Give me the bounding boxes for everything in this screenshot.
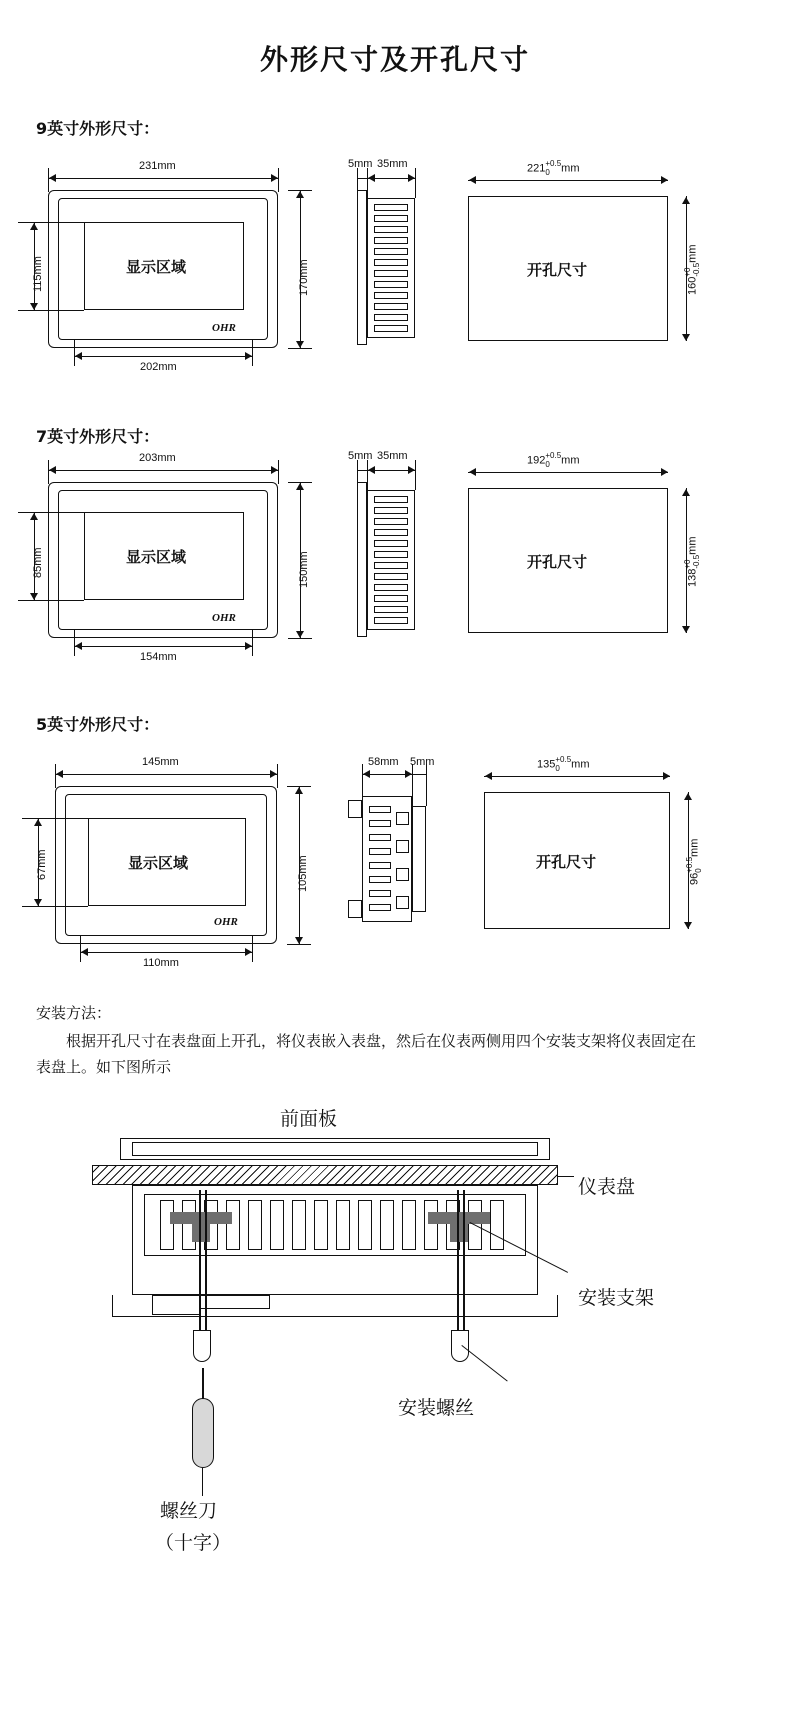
dim-front-height-7inch: 150mm [298,551,310,588]
dim-display-width-5inch: 110mm [143,957,179,969]
terminal-slot [374,606,408,613]
arrow-down [295,937,303,944]
terminal-slot [374,303,408,310]
arrow-right [408,466,415,474]
brand-logo-5inch: OHR [214,916,238,928]
install-heading: 安装方法： [36,1004,112,1022]
unit: mm [561,454,580,467]
arrow-left [469,468,476,476]
terminal-slot [374,518,408,525]
display-area-label-7inch: 显示区域 [126,548,187,566]
screw-tip-left [193,1330,211,1362]
section-label-7inch: 7英寸外形尺寸： [36,427,160,446]
arrow-right [271,174,278,182]
arrow-up [295,787,303,794]
arrow-down [34,899,42,906]
arrow-down [30,303,38,310]
dim-front-height-9inch: 170mm [298,259,310,296]
tol-dn: 0 [693,868,703,873]
ext-line [357,168,358,190]
ext-line [18,310,84,311]
section-label-9inch: 9英寸外形尺寸： [36,119,160,138]
ext-line [252,340,253,366]
arrow-up [30,513,38,520]
dim-side-thickness-5inch: 5mm [410,756,435,768]
label-screwdriver-2: （十字） [155,1532,232,1554]
side-faceplate-7inch [357,482,367,637]
arrow-left [469,176,476,184]
tol-dn: 0 [545,459,550,469]
ext-line [362,764,363,796]
terminal-slot [369,904,391,911]
cutout-label-7inch: 开孔尺寸 [527,553,588,571]
tol-up: +0 [683,559,692,569]
terminal-slot [374,551,408,558]
brand-logo-7inch: OHR [212,612,236,624]
dim-cutout-height-7inch: 138 [686,568,699,587]
cutout-label-9inch: 开孔尺寸 [527,261,588,279]
terminal-slot [374,215,408,222]
dim-display-width-9inch: 202mm [140,361,177,373]
terminal-slot [374,507,408,514]
dim-front-width-7inch: 203mm [139,452,176,464]
terminal-slot [374,292,408,299]
ext-line [252,936,253,962]
ext-line [278,168,279,192]
terminal-slot [374,617,408,624]
terminal-slot [374,529,408,536]
dim-line [468,472,668,473]
side-screw-hole [396,868,409,881]
brand-logo-9inch: OHR [212,322,236,334]
ext-line [367,460,368,490]
arrow-up [296,191,304,198]
dim-line [357,178,367,179]
side-faceplate-9inch [357,190,367,345]
ext-line [18,600,84,601]
ext-line [412,764,413,806]
bracket-right-bar [428,1212,490,1224]
dim-display-width-7inch: 154mm [140,651,177,663]
arrow-right [245,948,252,956]
dim-display-height-9inch: 115mm [32,256,44,292]
dim-cutout-width-5inch: 135 [537,758,556,771]
screwdriver-handle [192,1398,214,1468]
arrow-up [684,793,692,800]
screw-shaft-right2 [463,1190,465,1330]
terminal-slot [374,573,408,580]
terminal-slot [374,259,408,266]
front-panel-inner [132,1142,538,1156]
side-screw-hole [396,812,409,825]
arrow-up [682,197,690,204]
arrow-right [405,770,412,778]
ext-line [288,638,312,639]
screw-shaft-right [457,1190,459,1330]
arrow-up [296,483,304,490]
tol-dn: 0 [555,763,560,773]
dim-line [412,774,426,775]
dim-line [74,646,252,647]
dim-line [357,470,367,471]
ext-line [22,906,88,907]
arrow-right [408,174,415,182]
ext-line [426,764,427,806]
arrow-left [56,770,63,778]
fin [424,1200,438,1250]
label-screw: 安装螺丝 [398,1397,475,1419]
arrow-up [34,819,42,826]
arrow-right [271,466,278,474]
dim-cutout-width-7inch: 192 [527,454,546,467]
arrow-left [75,642,82,650]
side-tab-bottom-5inch [348,900,362,918]
side-screw-hole [396,840,409,853]
arrow-down [296,341,304,348]
tol-up: +0.5 [545,451,562,460]
install-paragraph: 根据开孔尺寸在表盘面上开孔，将仪表嵌入表盘，然后在仪表两侧用四个安装支架将仪表固定在表盘上。如下图所示 [36,1032,697,1076]
dim-side-thickness-7inch: 5mm [348,450,373,462]
fin [314,1200,328,1250]
ext-line [287,944,311,945]
leader-line-screw [461,1345,507,1381]
unit: mm [686,536,699,555]
tol-dn: -0.5 [691,554,701,569]
page-title: 外形尺寸及开孔尺寸 [259,43,530,76]
fin [270,1200,284,1250]
display-area-label-9inch: 显示区域 [126,258,187,276]
ext-line [367,168,368,198]
tol-up: +0.5 [685,856,694,873]
dim-side-depth-5inch: 58mm [368,756,399,768]
leader-line-panel [558,1176,574,1177]
arrow-up [682,489,690,496]
unit: mm [561,162,580,175]
cutout-label-5inch: 开孔尺寸 [536,853,597,871]
bracket-right-stem [450,1224,468,1242]
arrow-right [270,770,277,778]
leader-line-screwdriver [202,1468,203,1496]
terminal-slot [374,540,408,547]
terminal-slot [369,862,391,869]
arrow-up [30,223,38,230]
meter-panel-hatched [92,1165,558,1185]
arrow-left [75,352,82,360]
fin [248,1200,262,1250]
arrow-right [663,772,670,780]
arrow-down [296,631,304,638]
fin [490,1200,504,1250]
side-screw-hole [396,896,409,909]
fin [160,1200,174,1250]
bottom-notch [152,1295,200,1315]
fin [402,1200,416,1250]
screw-tip-right [451,1330,469,1362]
tol-dn: 0 [545,167,550,177]
dim-display-height-5inch: 67mm [36,849,48,880]
label-screwdriver-1: 螺丝刀 [160,1500,218,1522]
terminal-slot [374,237,408,244]
unit: mm [688,838,701,857]
arrow-right [245,352,252,360]
display-area-label-5inch: 显示区域 [128,854,189,872]
terminal-slot [374,270,408,277]
dim-front-width-9inch: 231mm [139,160,176,172]
dim-line [468,180,668,181]
ext-line [252,630,253,656]
terminal-slot [369,820,391,827]
arrow-right [661,468,668,476]
tol-dn: -0.5 [691,262,701,277]
label-bracket: 安装支架 [578,1287,655,1309]
screw-shaft-left [199,1190,201,1330]
dim-cutout-height-9inch: 160 [686,276,699,295]
arrow-left [81,948,88,956]
arrow-right [661,176,668,184]
dim-cutout-width-9inch: 221 [527,162,546,175]
ext-line [18,222,84,223]
label-meter-panel: 仪表盘 [578,1176,636,1198]
dim-side-depth-7inch: 35mm [377,450,408,462]
arrow-right [245,642,252,650]
fin [358,1200,372,1250]
tol-up: +0 [683,267,692,277]
terminal-slot [369,890,391,897]
ext-line [288,348,312,349]
bracket-left-bar [170,1212,232,1224]
ext-line [278,460,279,484]
ext-line [277,764,278,788]
arrow-left [368,174,375,182]
arrow-down [682,334,690,341]
terminal-slot [369,848,391,855]
terminal-slot [369,834,391,841]
dim-line [74,356,252,357]
ext-line [415,168,416,198]
arrow-left [485,772,492,780]
terminal-slot [374,204,408,211]
section-label-5inch: 5英寸外形尺寸： [36,715,160,734]
fin [336,1200,350,1250]
dim-line [48,470,278,471]
dim-front-width-5inch: 145mm [142,756,179,768]
dim-line [48,178,278,179]
arrow-left [368,466,375,474]
screw-shaft-left2 [205,1190,207,1330]
dim-cutout-height-5inch: 96 [688,872,701,885]
dim-display-height-7inch: 85mm [32,547,44,578]
label-front-panel: 前面板 [280,1108,338,1130]
fin [226,1200,240,1250]
side-tab-top-5inch [348,800,362,818]
arrow-down [684,922,692,929]
ext-line [18,512,84,513]
dim-line [484,776,670,777]
side-faceplate-5inch [412,806,426,912]
dim-side-thickness-9inch: 5mm [348,158,373,170]
terminal-slot [369,806,391,813]
terminal-slot [369,876,391,883]
arrow-left [49,174,56,182]
terminal-slot [374,584,408,591]
ext-line [415,460,416,490]
fin [380,1200,394,1250]
terminal-slot [374,496,408,503]
terminal-slot [374,248,408,255]
dim-front-height-5inch: 105mm [297,855,309,892]
dim-line [55,774,277,775]
ext-line [357,460,358,482]
fin [292,1200,306,1250]
tol-up: +0.5 [545,159,562,168]
terminal-slot [374,325,408,332]
arrow-down [30,593,38,600]
terminal-slot [374,314,408,321]
bracket-left-stem [192,1224,210,1242]
terminal-slot [374,226,408,233]
arrow-left [363,770,370,778]
terminal-slot [374,595,408,602]
dim-side-depth-9inch: 35mm [377,158,408,170]
terminal-slot [374,281,408,288]
arrow-down [682,626,690,633]
dim-line [80,952,252,953]
ext-line [22,818,88,819]
unit: mm [686,244,699,263]
unit: mm [571,758,590,771]
bottom-notch-2 [200,1295,270,1309]
terminal-slot [374,562,408,569]
tol-up: +0.5 [555,755,572,764]
arrow-left [49,466,56,474]
